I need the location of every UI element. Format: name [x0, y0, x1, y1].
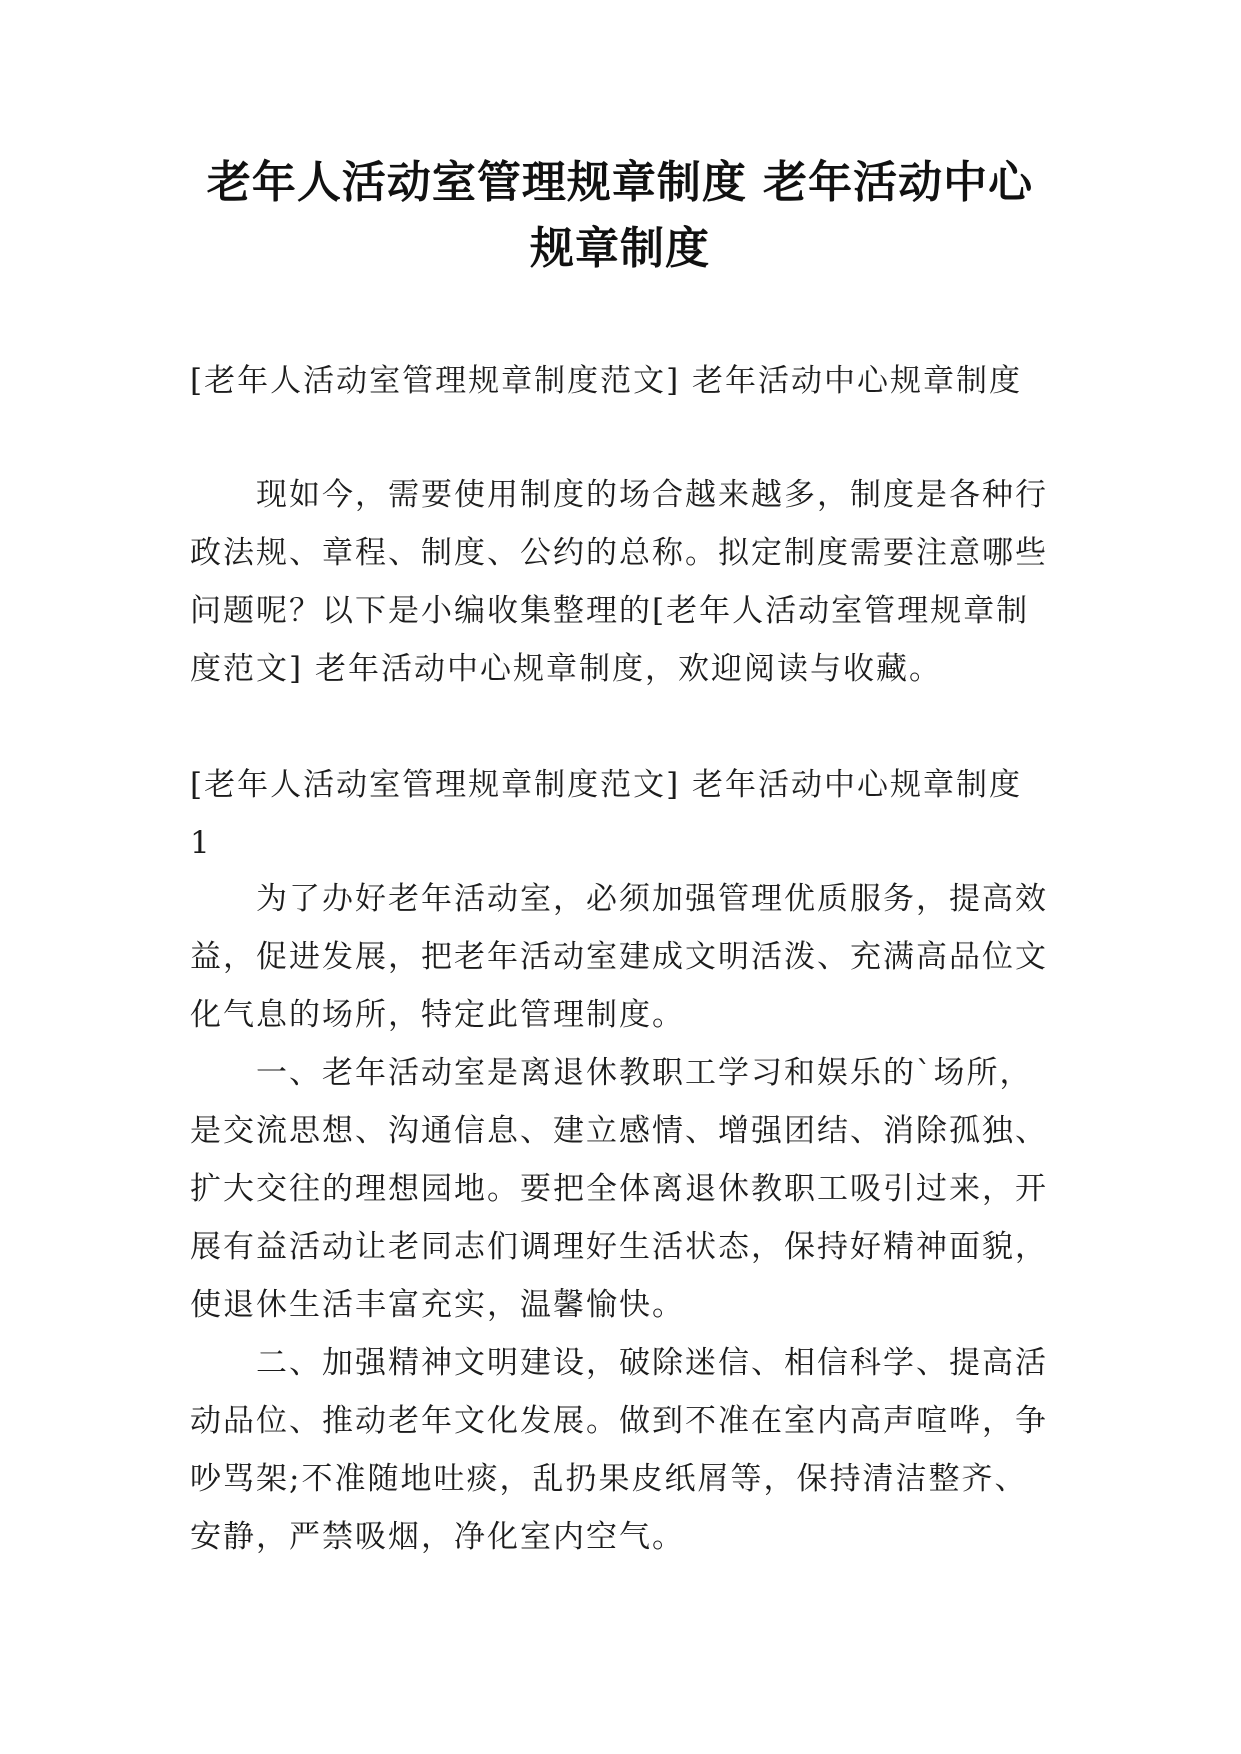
paragraph-line: 益，促进发展，把老年活动室建成文明活泼、充满高品位文 — [190, 939, 1048, 975]
paragraph-line: 是交流思想、沟通信息、建立感情、增强团结、消除孤独、 — [190, 1113, 1048, 1149]
intro-line: 现如今，需要使用制度的场合越来越多，制度是各种行 — [256, 477, 1048, 513]
paragraph-line: 吵骂架;不准随地吐痰，乱扔果皮纸屑等，保持清洁整齐、 — [190, 1461, 1028, 1497]
paragraph-line: 展有益活动让老同志们调理好生活状态，保持好精神面貌， — [190, 1229, 1048, 1265]
paragraph-line: 安静，严禁吸烟，净化室内空气。 — [190, 1519, 685, 1555]
section-heading — [190, 756, 1050, 872]
section-heading-line: [老年人活动室管理规章制度范文] 老年活动中心规章制度 — [190, 767, 1023, 803]
document-title — [170, 150, 1070, 282]
paragraph — [190, 870, 1050, 1044]
paragraph-line: 为了办好老年活动室，必须加强管理优质服务，提高效 — [256, 881, 1048, 917]
paragraph-line: 扩大交往的理想园地。要把全体离退休教职工吸引过来，开 — [190, 1171, 1048, 1207]
intro-line: 度范文] 老年活动中心规章制度，欢迎阅读与收藏。 — [190, 651, 942, 687]
subtitle — [190, 352, 1050, 410]
intro-line: 政法规、章程、制度、公约的总称。拟定制度需要注意哪些 — [190, 535, 1048, 571]
intro-paragraph — [190, 466, 1050, 698]
subtitle-line: [老年人活动室管理规章制度范文] 老年活动中心规章制度 — [190, 363, 1023, 399]
paragraph — [190, 1044, 1050, 1334]
paragraph — [190, 1334, 1050, 1566]
paragraph-line: 使退休生活丰富充实，温馨愉快。 — [190, 1287, 685, 1323]
section-heading-line: 1 — [190, 825, 212, 861]
title-line: 老年人活动室管理规章制度 老年活动中心 — [206, 157, 1034, 208]
intro-line: 问题呢？以下是小编收集整理的[老年人活动室管理规章制 — [190, 593, 1030, 629]
paragraph-line: 化气息的场所，特定此管理制度。 — [190, 997, 685, 1033]
paragraph-line: 二、加强精神文明建设，破除迷信、相信科学、提高活 — [256, 1345, 1048, 1381]
paragraph-line: 一、老年活动室是离退休教职工学习和娱乐的`场所， — [256, 1055, 1033, 1091]
title-line: 规章制度 — [530, 223, 710, 274]
paragraph-line: 动品位、推动老年文化发展。做到不准在室内高声喧哗，争 — [190, 1403, 1048, 1439]
article-body — [190, 870, 1050, 1566]
